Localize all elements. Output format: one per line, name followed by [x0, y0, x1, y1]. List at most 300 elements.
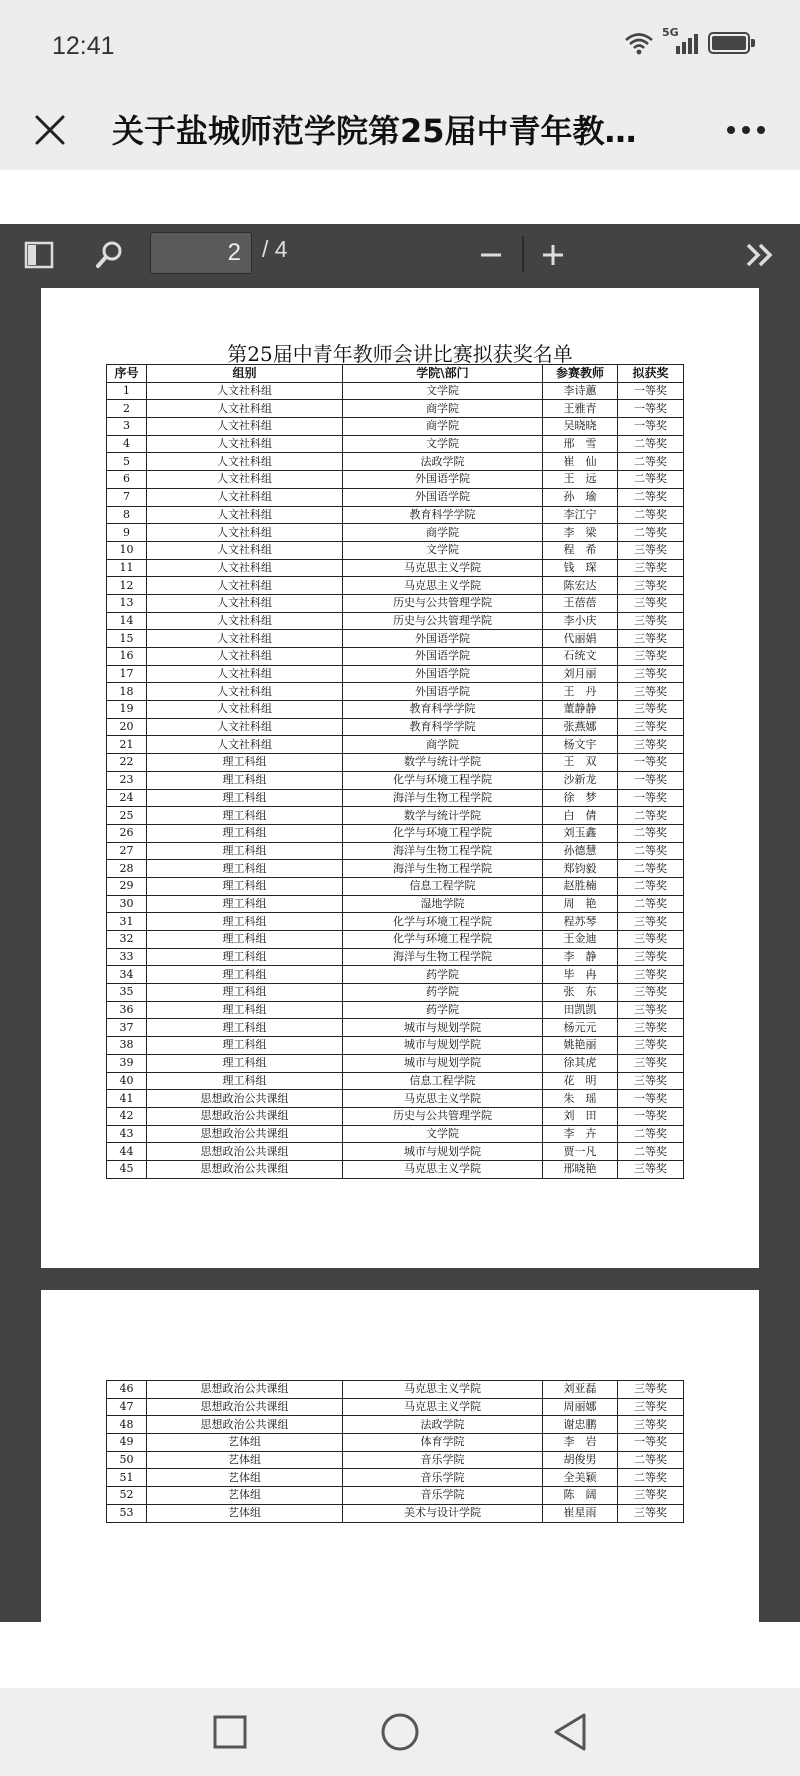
cell-award: 三等奖 [618, 701, 684, 719]
table-row [107, 1001, 684, 1019]
cell-group: 理工科组 [147, 895, 343, 913]
cell-award: 三等奖 [618, 630, 684, 648]
cell-award: 三等奖 [618, 1037, 684, 1055]
table-row [107, 1072, 684, 1090]
cell-award: 一等奖 [618, 1090, 684, 1108]
header-group: 组别 [147, 365, 343, 383]
status-icons [624, 26, 750, 56]
cell-award: 三等奖 [618, 948, 684, 966]
table-row [107, 1469, 684, 1487]
cell-award: 三等奖 [618, 648, 684, 666]
cell-department: 马克思主义学院 [343, 577, 543, 595]
cell-award: 三等奖 [618, 559, 684, 577]
cell-group: 理工科组 [147, 931, 343, 949]
more-dots-icon [726, 125, 766, 135]
cell-award: 三等奖 [618, 966, 684, 984]
table-row [107, 541, 684, 559]
cell-index: 27 [107, 842, 147, 860]
cell-award: 三等奖 [618, 718, 684, 736]
pdf-page-3 [41, 1290, 759, 1622]
cell-index: 43 [107, 1125, 147, 1143]
cell-teacher: 李 岩 [543, 1434, 618, 1452]
cell-department: 马克思主义学院 [343, 1381, 543, 1399]
cell-teacher: 全美颖 [543, 1469, 618, 1487]
cell-teacher: 刘 田 [543, 1107, 618, 1125]
table-row [107, 1037, 684, 1055]
cell-teacher: 周 艳 [543, 895, 618, 913]
cell-department: 音乐学院 [343, 1469, 543, 1487]
table-row [107, 966, 684, 984]
header-teacher: 参赛教师 [543, 365, 618, 383]
table-row [107, 1125, 684, 1143]
cell-teacher: 毕 冉 [543, 966, 618, 984]
cell-teacher: 石统文 [543, 648, 618, 666]
page-title: 关于盐城师范学院第25届中青年教… [112, 112, 637, 150]
cell-teacher: 孙 瑜 [543, 488, 618, 506]
table-header-row [107, 365, 684, 383]
header-award: 拟获奖 [618, 365, 684, 383]
cell-group: 人文社科组 [147, 683, 343, 701]
cell-teacher: 杨元元 [543, 1019, 618, 1037]
cell-index: 49 [107, 1434, 147, 1452]
cell-group: 人文社科组 [147, 400, 343, 418]
cell-teacher: 吴晓晓 [543, 418, 618, 436]
cell-index: 29 [107, 877, 147, 895]
table-row [107, 754, 684, 772]
table-row [107, 559, 684, 577]
table-row [107, 1160, 684, 1178]
cell-award: 三等奖 [618, 1416, 684, 1434]
cell-teacher: 姚艳丽 [543, 1037, 618, 1055]
cell-group: 理工科组 [147, 824, 343, 842]
table-row [107, 789, 684, 807]
close-button[interactable] [22, 102, 78, 158]
cell-index: 28 [107, 860, 147, 878]
cell-index: 20 [107, 718, 147, 736]
cell-award: 二等奖 [618, 488, 684, 506]
cell-teacher: 陈宏达 [543, 577, 618, 595]
cell-teacher: 朱 瑶 [543, 1090, 618, 1108]
table-row [107, 453, 684, 471]
cell-award: 二等奖 [618, 471, 684, 489]
table-row [107, 1504, 684, 1522]
cell-award: 一等奖 [618, 1434, 684, 1452]
cell-award: 一等奖 [618, 1107, 684, 1125]
cell-teacher: 贾一凡 [543, 1143, 618, 1161]
table-row [107, 612, 684, 630]
cell-index: 42 [107, 1107, 147, 1125]
table-row [107, 1398, 684, 1416]
cell-department: 数学与统计学院 [343, 807, 543, 825]
cell-department: 历史与公共管理学院 [343, 1107, 543, 1125]
cell-group: 人文社科组 [147, 718, 343, 736]
cell-teacher: 沙新龙 [543, 771, 618, 789]
table-row [107, 435, 684, 453]
content-top-spacer [0, 170, 800, 224]
cell-award: 三等奖 [618, 1019, 684, 1037]
cell-award: 三等奖 [618, 1072, 684, 1090]
table-row [107, 683, 684, 701]
cell-group: 人文社科组 [147, 541, 343, 559]
cell-teacher: 谢忠鹏 [543, 1416, 618, 1434]
table-row [107, 736, 684, 754]
cell-group: 人文社科组 [147, 506, 343, 524]
cell-department: 外国语学院 [343, 683, 543, 701]
cell-index: 48 [107, 1416, 147, 1434]
cell-group: 人文社科组 [147, 577, 343, 595]
sidebar-toggle-button[interactable] [16, 232, 62, 278]
cell-group: 人文社科组 [147, 594, 343, 612]
cell-department: 化学与环境工程学院 [343, 913, 543, 931]
cell-award: 二等奖 [618, 453, 684, 471]
header-department: 学院\部门 [343, 365, 543, 383]
cell-index: 39 [107, 1054, 147, 1072]
cell-group: 理工科组 [147, 1037, 343, 1055]
cell-teacher: 刘月丽 [543, 665, 618, 683]
cell-group: 人文社科组 [147, 382, 343, 400]
cell-award: 一等奖 [618, 400, 684, 418]
cell-teacher: 代丽娟 [543, 630, 618, 648]
cell-group: 思想政治公共课组 [147, 1143, 343, 1161]
cell-group: 理工科组 [147, 1019, 343, 1037]
cell-department: 湿地学院 [343, 895, 543, 913]
cell-department: 信息工程学院 [343, 877, 543, 895]
cell-teacher: 王 丹 [543, 683, 618, 701]
cell-group: 思想政治公共课组 [147, 1381, 343, 1399]
cell-index: 32 [107, 931, 147, 949]
cell-department: 药学院 [343, 984, 543, 1002]
cell-index: 1 [107, 382, 147, 400]
cell-group: 思想政治公共课组 [147, 1416, 343, 1434]
cell-department: 马克思主义学院 [343, 1160, 543, 1178]
cell-award: 三等奖 [618, 1398, 684, 1416]
page-number-input[interactable]: 2 [150, 232, 252, 274]
cell-group: 理工科组 [147, 860, 343, 878]
more-tools-button[interactable] [737, 232, 783, 278]
pdf-toolbar [0, 224, 800, 286]
page-total: / 4 [262, 236, 288, 262]
cell-index: 10 [107, 541, 147, 559]
table-row [107, 1019, 684, 1037]
cell-group: 理工科组 [147, 1072, 343, 1090]
cell-award: 一等奖 [618, 382, 684, 400]
cell-department: 法政学院 [343, 1416, 543, 1434]
cell-index: 23 [107, 771, 147, 789]
cell-teacher: 张燕娜 [543, 718, 618, 736]
cell-teacher: 周丽娜 [543, 1398, 618, 1416]
cell-index: 25 [107, 807, 147, 825]
double-chevron-right-icon [745, 242, 775, 268]
header-index: 序号 [107, 365, 147, 383]
cell-group: 人文社科组 [147, 435, 343, 453]
cell-award: 二等奖 [618, 1451, 684, 1469]
cell-index: 45 [107, 1160, 147, 1178]
table-row [107, 506, 684, 524]
cell-group: 理工科组 [147, 807, 343, 825]
cell-group: 艺体组 [147, 1487, 343, 1505]
cell-teacher: 李 卉 [543, 1125, 618, 1143]
table-row [107, 665, 684, 683]
cell-award: 二等奖 [618, 435, 684, 453]
table-row [107, 877, 684, 895]
cell-award: 三等奖 [618, 931, 684, 949]
table-row [107, 382, 684, 400]
cell-index: 30 [107, 895, 147, 913]
cell-teacher: 花 明 [543, 1072, 618, 1090]
cell-index: 8 [107, 506, 147, 524]
cell-index: 51 [107, 1469, 147, 1487]
pdf-page-2 [41, 288, 759, 1268]
cell-index: 33 [107, 948, 147, 966]
cell-teacher: 杨文宇 [543, 736, 618, 754]
cell-teacher: 白 倩 [543, 807, 618, 825]
cell-teacher: 李江宁 [543, 506, 618, 524]
table-row [107, 1107, 684, 1125]
cell-index: 14 [107, 612, 147, 630]
table-row [107, 913, 684, 931]
cell-index: 37 [107, 1019, 147, 1037]
cell-teacher: 陈 阔 [543, 1487, 618, 1505]
cell-department: 教育科学学院 [343, 701, 543, 719]
cell-index: 17 [107, 665, 147, 683]
cell-group: 人文社科组 [147, 471, 343, 489]
cell-department: 教育科学学院 [343, 506, 543, 524]
cell-group: 人文社科组 [147, 665, 343, 683]
cell-award: 三等奖 [618, 665, 684, 683]
cell-department: 商学院 [343, 418, 543, 436]
cell-department: 教育科学学院 [343, 718, 543, 736]
cell-department: 马克思主义学院 [343, 1398, 543, 1416]
cell-department: 城市与规划学院 [343, 1143, 543, 1161]
cell-group: 理工科组 [147, 913, 343, 931]
cell-award: 三等奖 [618, 1160, 684, 1178]
cell-index: 31 [107, 913, 147, 931]
cell-award: 二等奖 [618, 524, 684, 542]
cell-index: 11 [107, 559, 147, 577]
cell-index: 52 [107, 1487, 147, 1505]
cell-teacher: 王蓓蓓 [543, 594, 618, 612]
cell-group: 思想政治公共课组 [147, 1160, 343, 1178]
cell-award: 二等奖 [618, 824, 684, 842]
cell-group: 思想政治公共课组 [147, 1107, 343, 1125]
cell-award: 三等奖 [618, 1504, 684, 1522]
cell-index: 9 [107, 524, 147, 542]
cell-department: 马克思主义学院 [343, 559, 543, 577]
cell-group: 理工科组 [147, 1054, 343, 1072]
cell-group: 理工科组 [147, 984, 343, 1002]
cell-award: 三等奖 [618, 736, 684, 754]
table-row [107, 488, 684, 506]
cell-award: 三等奖 [618, 984, 684, 1002]
cell-group: 人文社科组 [147, 418, 343, 436]
cell-award: 三等奖 [618, 594, 684, 612]
table-row [107, 807, 684, 825]
cell-award: 二等奖 [618, 842, 684, 860]
battery-icon [708, 32, 750, 54]
signal-icon [662, 26, 700, 56]
table-row [107, 1143, 684, 1161]
cell-index: 18 [107, 683, 147, 701]
cell-group: 人文社科组 [147, 559, 343, 577]
cell-index: 12 [107, 577, 147, 595]
cell-department: 音乐学院 [343, 1487, 543, 1505]
cell-teacher: 李诗蕙 [543, 382, 618, 400]
cell-award: 二等奖 [618, 1469, 684, 1487]
awards-table [106, 364, 684, 1179]
cell-group: 理工科组 [147, 1001, 343, 1019]
cell-department: 外国语学院 [343, 488, 543, 506]
table-row [107, 1434, 684, 1452]
zoom-in-button[interactable] [530, 232, 576, 278]
cell-department: 药学院 [343, 966, 543, 984]
cell-teacher: 崔 仙 [543, 453, 618, 471]
cell-department: 外国语学院 [343, 648, 543, 666]
cell-index: 34 [107, 966, 147, 984]
cell-department: 商学院 [343, 736, 543, 754]
awards-table-body-continued [107, 1381, 684, 1523]
table-row [107, 1381, 684, 1399]
cell-award: 二等奖 [618, 895, 684, 913]
cell-index: 3 [107, 418, 147, 436]
cell-department: 化学与环境工程学院 [343, 824, 543, 842]
close-icon [34, 114, 66, 146]
table-row [107, 577, 684, 595]
cell-teacher: 郑钧毅 [543, 860, 618, 878]
pdf-viewport[interactable] [0, 286, 800, 1622]
cell-award: 三等奖 [618, 1381, 684, 1399]
search-icon [94, 240, 124, 270]
more-button[interactable] [718, 102, 774, 158]
cell-index: 13 [107, 594, 147, 612]
plus-icon [541, 243, 565, 267]
cell-award: 三等奖 [618, 1487, 684, 1505]
cell-award: 二等奖 [618, 807, 684, 825]
cell-teacher: 赵胜楠 [543, 877, 618, 895]
cell-teacher: 徐 梦 [543, 789, 618, 807]
cell-index: 36 [107, 1001, 147, 1019]
cell-teacher: 董静静 [543, 701, 618, 719]
table-row [107, 931, 684, 949]
status-bar [0, 0, 800, 96]
table-row [107, 1054, 684, 1072]
cell-department: 信息工程学院 [343, 1072, 543, 1090]
cell-department: 商学院 [343, 400, 543, 418]
cell-group: 人文社科组 [147, 648, 343, 666]
cell-department: 文学院 [343, 1125, 543, 1143]
square-icon [212, 1714, 248, 1750]
cell-group: 人文社科组 [147, 736, 343, 754]
cell-award: 一等奖 [618, 754, 684, 772]
cell-department: 海洋与生物工程学院 [343, 948, 543, 966]
cell-group: 理工科组 [147, 948, 343, 966]
cell-index: 6 [107, 471, 147, 489]
cell-teacher: 李小庆 [543, 612, 618, 630]
cell-award: 二等奖 [618, 1143, 684, 1161]
wifi-icon [624, 31, 654, 55]
cell-group: 理工科组 [147, 789, 343, 807]
cell-index: 21 [107, 736, 147, 754]
cell-department: 外国语学院 [343, 471, 543, 489]
cell-group: 艺体组 [147, 1451, 343, 1469]
cell-teacher: 邢晓艳 [543, 1160, 618, 1178]
cell-department: 体育学院 [343, 1434, 543, 1452]
table-row [107, 860, 684, 878]
recent-apps-button[interactable] [200, 1702, 260, 1762]
cell-department: 城市与规划学院 [343, 1019, 543, 1037]
cell-department: 化学与环境工程学院 [343, 771, 543, 789]
cell-department: 外国语学院 [343, 665, 543, 683]
zoom-out-button[interactable] [468, 232, 514, 278]
table-row [107, 718, 684, 736]
cell-department: 海洋与生物工程学院 [343, 789, 543, 807]
cell-index: 38 [107, 1037, 147, 1055]
cell-index: 4 [107, 435, 147, 453]
cell-department: 商学院 [343, 524, 543, 542]
cell-department: 文学院 [343, 382, 543, 400]
cell-index: 2 [107, 400, 147, 418]
cell-teacher: 胡俊男 [543, 1451, 618, 1469]
cell-index: 24 [107, 789, 147, 807]
cell-department: 海洋与生物工程学院 [343, 842, 543, 860]
cell-teacher: 邢 雪 [543, 435, 618, 453]
cell-teacher: 刘玉鑫 [543, 824, 618, 842]
table-row [107, 648, 684, 666]
cell-department: 历史与公共管理学院 [343, 594, 543, 612]
circle-icon [380, 1712, 420, 1752]
search-button[interactable] [86, 232, 132, 278]
cell-index: 7 [107, 488, 147, 506]
table-row [107, 984, 684, 1002]
cell-teacher: 徐其虎 [543, 1054, 618, 1072]
table-row [107, 1451, 684, 1469]
cell-group: 思想政治公共课组 [147, 1090, 343, 1108]
cell-group: 艺体组 [147, 1469, 343, 1487]
cell-index: 47 [107, 1398, 147, 1416]
back-button[interactable] [540, 1702, 600, 1762]
cell-department: 城市与规划学院 [343, 1037, 543, 1055]
cell-teacher: 李 静 [543, 948, 618, 966]
table-row [107, 1416, 684, 1434]
cell-index: 5 [107, 453, 147, 471]
cell-group: 理工科组 [147, 877, 343, 895]
cell-index: 19 [107, 701, 147, 719]
cell-award: 二等奖 [618, 506, 684, 524]
cell-teacher: 刘亚磊 [543, 1381, 618, 1399]
cell-award: 一等奖 [618, 418, 684, 436]
cell-group: 人文社科组 [147, 524, 343, 542]
cell-group: 人文社科组 [147, 630, 343, 648]
cell-group: 艺体组 [147, 1434, 343, 1452]
cell-group: 人文社科组 [147, 453, 343, 471]
table-row [107, 824, 684, 842]
cell-group: 人文社科组 [147, 701, 343, 719]
sidebar-toggle-icon [24, 241, 54, 269]
cell-award: 二等奖 [618, 860, 684, 878]
cell-group: 理工科组 [147, 771, 343, 789]
cell-department: 文学院 [343, 541, 543, 559]
cell-award: 三等奖 [618, 612, 684, 630]
home-button[interactable] [370, 1702, 430, 1762]
cell-department: 历史与公共管理学院 [343, 612, 543, 630]
status-time: 12:41 [52, 32, 115, 60]
table-row [107, 895, 684, 913]
cell-award: 二等奖 [618, 1125, 684, 1143]
table-row [107, 524, 684, 542]
table-row [107, 630, 684, 648]
cell-award: 三等奖 [618, 577, 684, 595]
cell-index: 35 [107, 984, 147, 1002]
cell-teacher: 李 梁 [543, 524, 618, 542]
